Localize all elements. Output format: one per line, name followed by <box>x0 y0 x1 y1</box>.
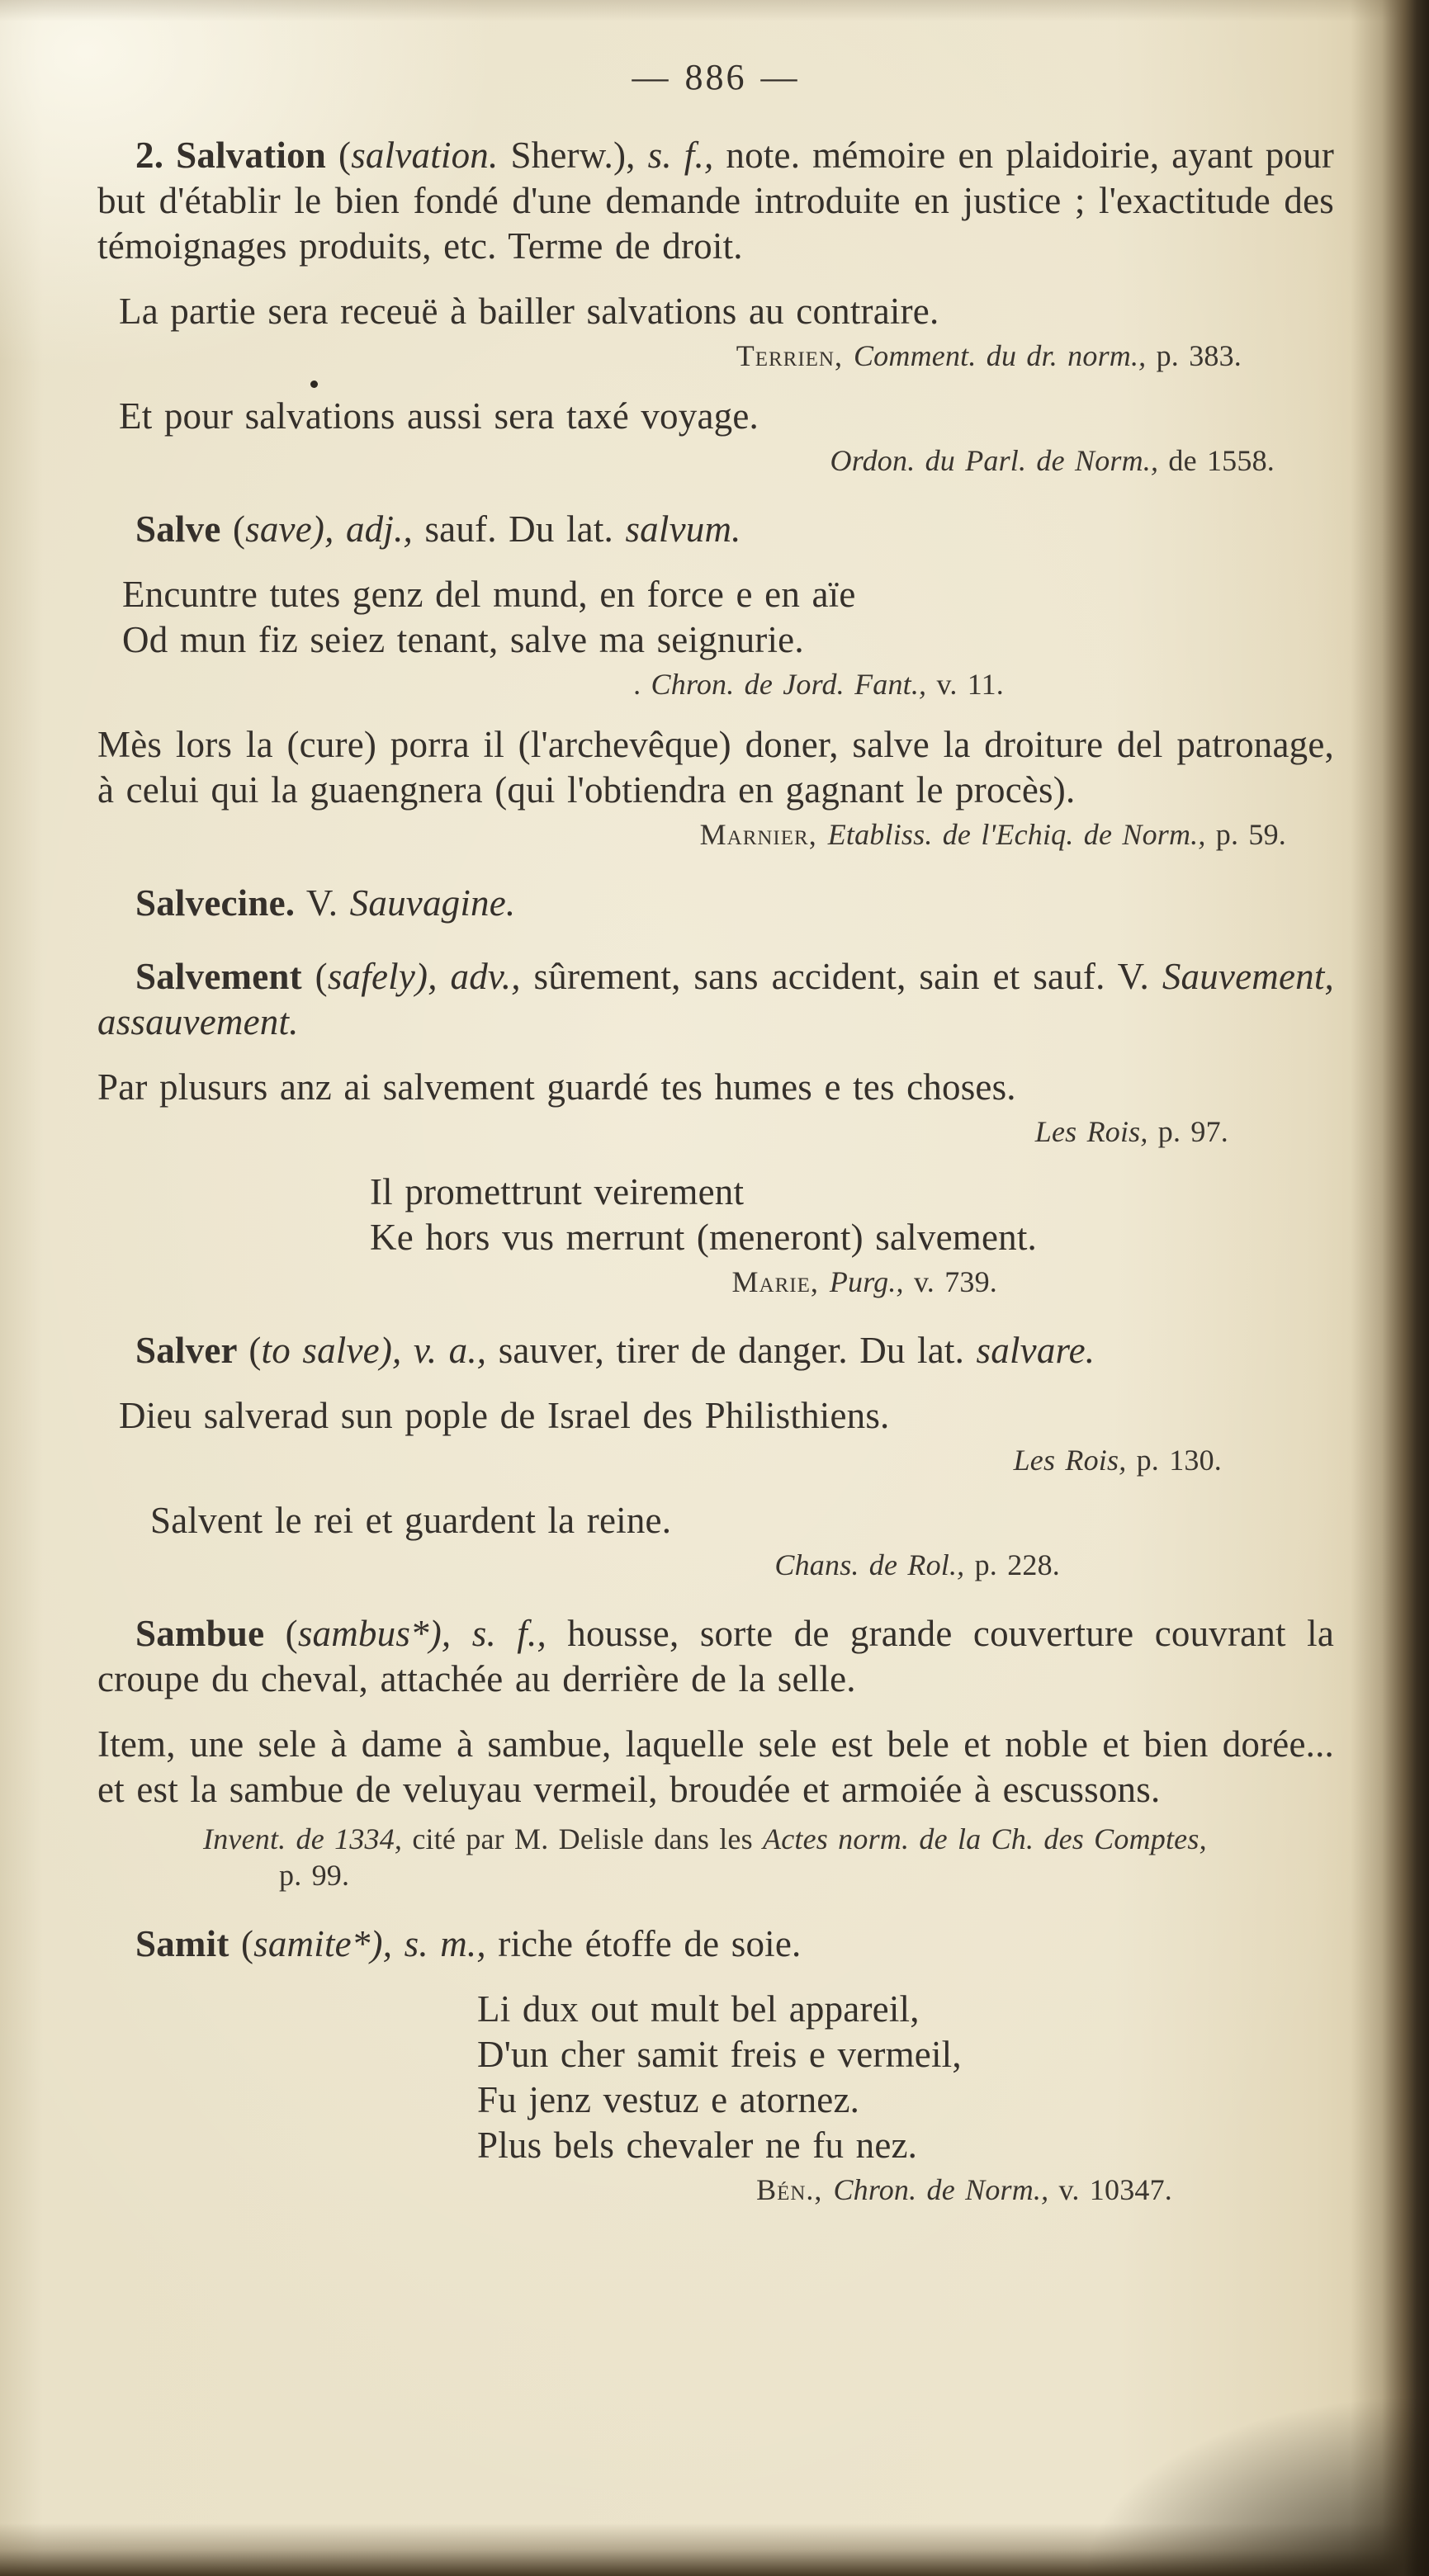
text-segment: Samit <box>135 1923 241 1964</box>
text-segment: safely), adv., <box>327 956 521 997</box>
page-number: — 886 — <box>632 57 800 97</box>
citation-marnier <box>97 816 1286 853</box>
text-segment: Par plusurs anz ai salvement guardé tes humes e tes choses. <box>97 1066 1016 1108</box>
text-segment: to salve), v. a., <box>261 1330 487 1371</box>
text-segment: Actes norm. de la Ch. des Comptes, <box>763 1822 1207 1855</box>
text-segment: p. 99. <box>279 1859 350 1892</box>
text-segment: sauver, tirer de danger. Du lat. <box>486 1330 977 1371</box>
text-segment: ( <box>240 1923 254 1964</box>
text-segment: Invent. de 1334, <box>203 1822 413 1855</box>
text-segment: sambus*), s. f., <box>297 1613 547 1654</box>
text-segment: Les Rois, <box>1013 1444 1137 1477</box>
text-segment: Et pour salvations aussi sera taxé voyage. <box>119 395 759 437</box>
verse-marie <box>370 1170 1334 1260</box>
entry-salvement <box>97 954 1334 1045</box>
text-segment: ( <box>232 508 246 550</box>
text-segment: La partie sera receuë à bailler salvations au contraire. <box>119 291 939 332</box>
dictionary-entries <box>97 133 1334 2208</box>
page-edge-shadow-top <box>0 0 1429 21</box>
verse-line: Encuntre tutes genz del mund, en force e en aïe <box>122 574 856 615</box>
text-segment: Mès lors la (cure) porra il (l'archevêque) doner, salve la droiture del patronage, à celui qui la guaengnera (qui l'obtiendra en gagnant le procès). <box>97 724 1334 811</box>
text-segment: p. 383. <box>1156 339 1242 372</box>
para-item <box>97 1722 1334 1813</box>
citation-les-rois-130 <box>97 1442 1222 1478</box>
entry-sambue <box>97 1611 1334 1702</box>
entry-samit <box>97 1921 1334 1967</box>
text-segment: Sherw.), <box>498 135 648 176</box>
quote-par-plusurs <box>97 1065 1334 1110</box>
text-segment: samite*), s. m., <box>253 1923 486 1964</box>
text-segment: Item, une sele à dame à sambue, laquelle sele est bele et noble et bien dorée... et est la sambue de veluyau vermeil, broudée et armoiée à escussons. <box>97 1723 1334 1810</box>
verse-line: Il promettrunt veirement <box>370 1171 745 1212</box>
text-segment: v. 11. <box>936 668 1004 701</box>
text-segment: cité par M. Delisle dans les <box>412 1822 764 1855</box>
text-segment: v. 10347. <box>1058 2173 1172 2206</box>
citation-invent <box>203 1821 1210 1893</box>
text-segment: housse, sorte de grande couverture couvrant la croupe du cheval, attachée au derrière de la selle. <box>97 1613 1334 1699</box>
quote-et-pour <box>119 394 1334 439</box>
entry-salvation <box>97 133 1334 269</box>
text-segment: Sambue <box>135 1613 286 1654</box>
text-segment: . <box>633 668 651 701</box>
text-segment: ( <box>285 1613 298 1654</box>
citation-jord <box>97 666 1004 702</box>
text-segment: Salvement <box>135 956 315 997</box>
entry-salve <box>97 507 1334 552</box>
text-segment: s. f., <box>647 135 714 176</box>
text-segment: Marie, <box>731 1265 830 1298</box>
text-segment: salvum. <box>625 508 741 550</box>
text-segment: ( <box>248 1330 262 1371</box>
text-segment: Bén., <box>756 2173 834 2206</box>
citation-les-rois-97 <box>97 1113 1228 1150</box>
verse-line: Li dux out mult bel appareil, <box>477 1988 920 2030</box>
citation-ordon <box>97 442 1275 479</box>
text-segment: sauf. Du lat. <box>413 508 626 550</box>
text-segment: Les Rois, <box>1034 1115 1158 1148</box>
citation-chans <box>97 1547 1060 1583</box>
quote-dieu <box>119 1393 1334 1439</box>
text-segment: Chron. de Norm., <box>833 2173 1059 2206</box>
text-segment: ( <box>338 135 352 176</box>
entry-salvecine <box>97 881 1334 926</box>
citation-ben <box>97 2172 1172 2208</box>
text-segment: Sauvagine. <box>349 882 516 924</box>
verse-line: D'un cher samit freis e vermeil, <box>477 2034 962 2075</box>
citation-terrien <box>97 338 1242 374</box>
text-segment: Chans. de Rol., <box>774 1548 975 1581</box>
text-segment: salvation. <box>351 135 499 176</box>
book-corner-shadow <box>1082 2394 1429 2576</box>
text-segment: 2. Salvation <box>135 135 339 176</box>
text-segment: salvare. <box>976 1330 1095 1371</box>
text-segment: sûrement, sans accident, sain et sauf. V. <box>520 956 1162 997</box>
text-segment: de 1558. <box>1168 444 1275 477</box>
book-edge-shadow-right <box>1351 0 1429 2576</box>
verse-ben <box>477 1987 1334 2168</box>
page-content <box>97 54 1334 2208</box>
quote-la-partie <box>119 289 1334 334</box>
text-segment: Purg., <box>829 1265 914 1298</box>
text-segment: Salver <box>135 1330 249 1371</box>
text-segment: p. 97. <box>1157 1115 1228 1148</box>
text-segment: save), adj., <box>245 508 413 550</box>
text-segment: Terrien, <box>736 339 854 372</box>
verse-jord <box>122 572 1334 663</box>
entry-salver <box>97 1328 1334 1373</box>
text-segment: p. 228. <box>974 1548 1060 1581</box>
text-segment: Ordon. du Parl. de Norm., <box>830 444 1169 477</box>
quote-salvent <box>150 1498 1334 1543</box>
verse-line: Plus bels chevaler ne fu nez. <box>477 2125 918 2166</box>
text-segment: v. 739. <box>913 1265 997 1298</box>
text-segment: Sauvement, assauvement. <box>97 956 1334 1042</box>
text-segment: V. <box>295 882 350 924</box>
text-segment: Comment. du dr. norm., <box>853 339 1157 372</box>
text-segment: Salvecine. <box>135 882 296 924</box>
text-segment: Marnier, <box>699 818 828 851</box>
text-segment: Dieu salverad sun pople de Israel des Philisthiens. <box>119 1395 890 1436</box>
verse-line: Ke hors vus merrunt (meneront) salvement. <box>370 1217 1037 1258</box>
text-segment: Salve <box>135 508 233 550</box>
verse-line: Od mun fiz seiez tenant, salve ma seignurie. <box>122 619 804 660</box>
verse-line: Fu jenz vestuz e atornez. <box>477 2079 860 2120</box>
text-segment: Chron. de Jord. Fant., <box>651 668 937 701</box>
text-segment: Salvent le rei et guardent la reine. <box>150 1500 672 1541</box>
para-mes-lors <box>97 722 1334 813</box>
text-segment: riche étoffe de soie. <box>485 1923 802 1964</box>
text-segment: p. 130. <box>1136 1444 1222 1477</box>
citation-marie <box>97 1264 997 1300</box>
text-segment: Etabliss. de l'Echiq. de Norm., <box>827 818 1216 851</box>
text-segment: ( <box>315 956 328 997</box>
text-segment: note. mémoire en plaidoirie, ayant pour but d'établir le bien fondé d'une demande introduite en justice ; l'exactitude des témoignages produits, etc. Terme de droit. <box>97 135 1335 267</box>
text-segment: p. 59. <box>1215 818 1286 851</box>
